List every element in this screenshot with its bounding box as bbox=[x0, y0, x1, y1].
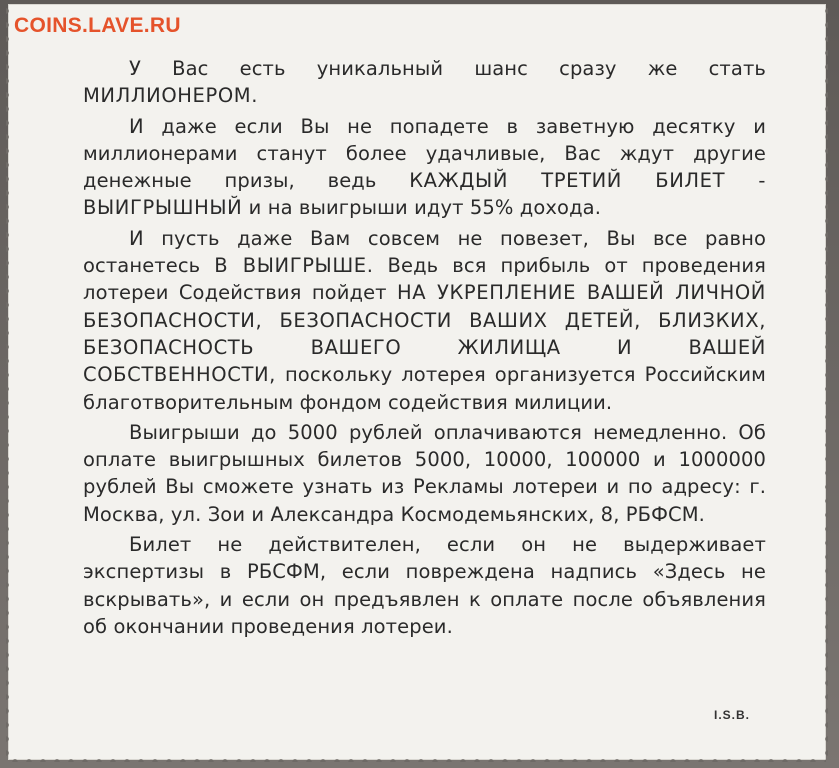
emphasis-text: КАЖДЫЙ ТРЕТИЙ БИЛЕТ - ВЫИГРЫШНЫЙ bbox=[83, 169, 766, 220]
paragraph-millionaire bbox=[83, 55, 766, 110]
ticket-terms-text bbox=[83, 55, 766, 640]
text-run: и на выигрыши идут 55% дохода. bbox=[242, 196, 602, 220]
printer-signature: I.S.B. bbox=[714, 708, 751, 722]
emphasis-text: НА УКРЕПЛЕНИЕ ВАШЕЙ ЛИЧНОЙ БЕЗОПАСНОСТИ, БЕЗОПАСНОСТИ ВАШИХ ДЕТЕЙ, БЛИЗКИХ, БЕЗОПАСНОСТЬ ВАШЕГО ЖИЛИЩА И ВАШЕЙ СОБСТВЕННОСТИ, bbox=[83, 281, 766, 387]
text-run: И пусть даже Вам совсем не повезет, Вы все равно останетесь bbox=[83, 226, 766, 278]
emphasis-text: В ВЫИГРЫШЕ. bbox=[214, 254, 374, 278]
paragraph-validity bbox=[83, 531, 766, 640]
text-run: И даже если Вы не попадете в заветную десятку и миллионерами станут более удачливые, Вас ждут другие денежные призы, ведь bbox=[83, 114, 766, 193]
paragraph-prizes bbox=[83, 113, 766, 222]
paragraph-payouts bbox=[83, 419, 766, 528]
emphasis-text: МИЛЛИОНЕРОМ. bbox=[83, 84, 258, 108]
text-run: Билет не действителен, если он не выдерживает экспертизы в РБСФМ, если повреждена надпись «Здесь не вскрывать», и если он предъявлен к оплате после объявления об окончании проведения лотереи. bbox=[83, 533, 766, 638]
text-run: У Вас есть уникальный шанс сразу же стать bbox=[129, 57, 766, 80]
text-run: Выигрыши до 5000 рублей оплачиваются немедленно. Об оплате выигрышных билетов 5000, 10000, 100000 и 1000000 рублей Вы сможете узнать из Рекламы лотереи и по адресу: г. Москва, ул. Зои и Александра Космодемьянских, 8, РБФСМ. bbox=[83, 420, 766, 526]
text-run: поскольку лотерея организуется Российским благотворительным фондом содействия милиции. bbox=[83, 363, 766, 414]
paragraph-security bbox=[83, 225, 766, 416]
text-run: Ведь вся прибыль от проведения лотереи Содействия пойдет bbox=[83, 254, 766, 305]
site-watermark: COINS.LAVE.RU bbox=[14, 14, 181, 37]
